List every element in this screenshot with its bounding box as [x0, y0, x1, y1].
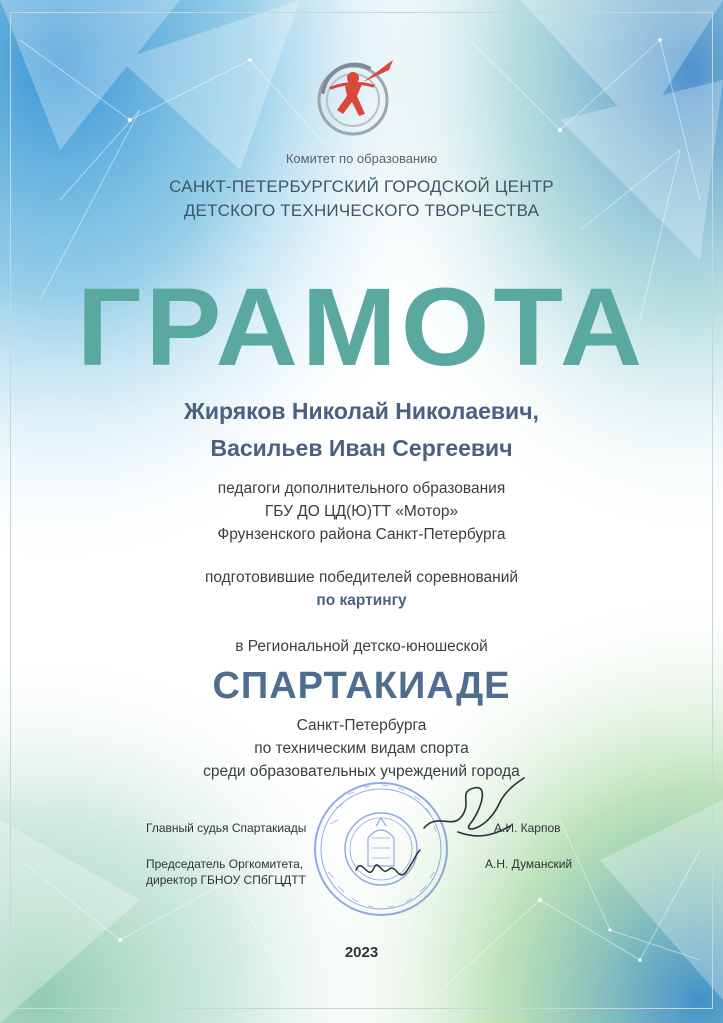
description-line-6: в Региональной детско-юношеской — [235, 638, 488, 655]
description-line-4: подготовившие победителей соревнований — [204, 569, 519, 586]
competition-discipline: по картингу — [316, 592, 407, 609]
organization-name-line1: САНКТ-ПЕТЕРБУРГСКИЙ ГОРОДСКОЙ ЦЕНТР — [169, 177, 554, 196]
event-line-1: Санкт-Петербурга — [296, 717, 427, 734]
committee-name: Комитет по образованию — [285, 151, 438, 166]
description-line-2: ГБУ ДО ЦД(Ю)ТТ «Мотор» — [264, 503, 459, 520]
event-name: СПАРТАКИАДЕ — [212, 665, 511, 707]
event-line-3: среди образовательных учреждений города — [203, 763, 520, 780]
chair-signature-icon — [352, 846, 424, 890]
judge-title: Главный судья Спартакиады — [146, 821, 307, 835]
center-logo-icon — [309, 52, 401, 144]
chair-title-line1: Председатель Оргкомитета, — [146, 857, 304, 871]
recipient-name-1: Жиряков Николай Николаевич, — [184, 398, 539, 424]
judge-signature-icon — [418, 772, 528, 852]
event-line-2: по техническим видам спорта — [254, 740, 469, 757]
judge-name: А.И. Карпов — [494, 821, 561, 835]
certificate-title: ГРАМОТА — [76, 265, 647, 390]
description-line-3: Фрунзенского района Санкт-Петербурга — [217, 526, 506, 543]
description-line-1: педагоги дополнительного образования — [217, 480, 506, 497]
organization-name-line2: ДЕТСКОГО ТЕХНИЧЕСКОГО ТВОРЧЕСТВА — [183, 201, 540, 220]
chair-title-line2: директор ГБНОУ СПбГЦДТТ — [146, 873, 306, 887]
certificate-year: 2023 — [344, 944, 379, 961]
chair-name: А.Н. Думанский — [485, 857, 573, 871]
recipient-name-2: Васильев Иван Сергеевич — [210, 435, 513, 461]
